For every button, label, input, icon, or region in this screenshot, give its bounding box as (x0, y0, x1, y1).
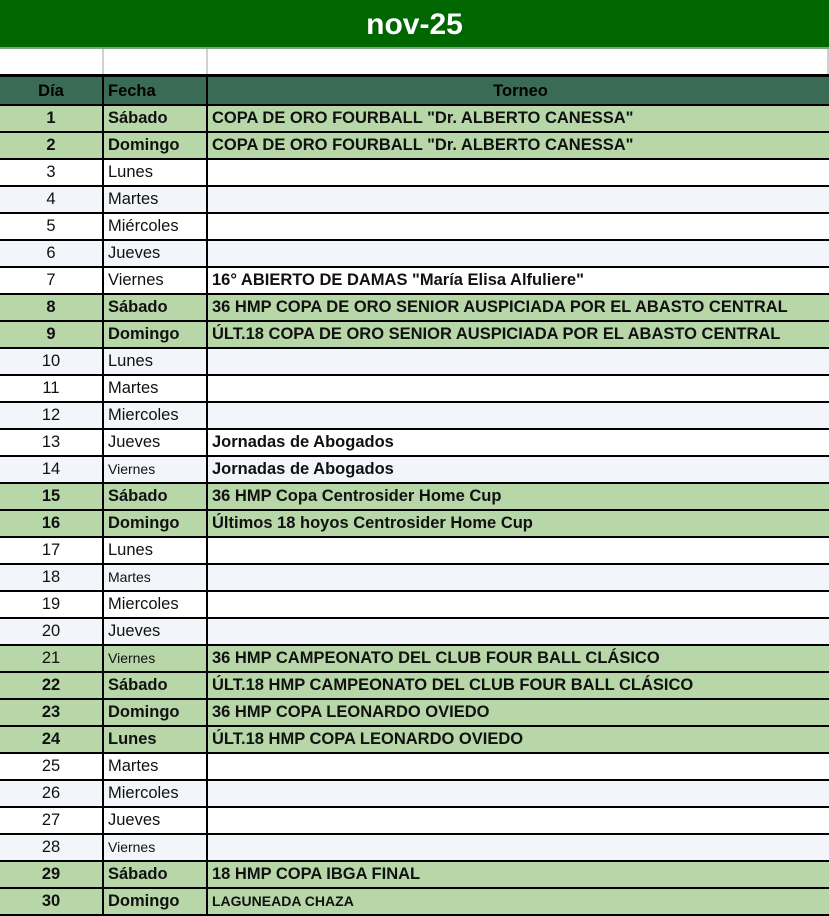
day-number-cell[interactable]: 7 (0, 268, 104, 293)
tournament-cell[interactable] (208, 565, 829, 590)
day-number-cell[interactable]: 30 (0, 889, 104, 914)
header-row (0, 77, 829, 106)
table-row (0, 673, 829, 700)
day-number-cell[interactable]: 11 (0, 376, 104, 401)
tournament-cell[interactable] (208, 538, 829, 563)
day-number-cell[interactable]: 8 (0, 295, 104, 320)
tournament-cell[interactable] (208, 349, 829, 374)
tournament-cell[interactable]: COPA DE ORO FOURBALL "Dr. ALBERTO CANESSA" (212, 136, 634, 154)
day-name-cell[interactable]: Martes (104, 187, 208, 212)
day-number-cell[interactable]: 4 (0, 187, 104, 212)
day-name-cell[interactable]: Sábado (104, 106, 208, 131)
table-row (0, 241, 829, 268)
day-number-cell[interactable]: 19 (0, 592, 104, 617)
empty-row (0, 49, 829, 77)
table-row (0, 133, 829, 160)
tournament-cell[interactable]: Jornadas de Abogados (212, 460, 394, 478)
day-number-cell[interactable]: 12 (0, 403, 104, 428)
day-name-cell[interactable]: Jueves (104, 808, 208, 833)
tournament-cell[interactable] (208, 754, 829, 779)
table-row (0, 538, 829, 565)
day-name-cell[interactable]: Domingo (104, 322, 208, 347)
table-row (0, 322, 829, 349)
day-number-cell[interactable]: 2 (0, 133, 104, 158)
tournament-cell[interactable]: LAGUNEADA CHAZA (212, 893, 354, 909)
day-name-cell[interactable]: Martes (104, 754, 208, 779)
table-row (0, 187, 829, 214)
tournament-cell[interactable] (208, 835, 829, 860)
day-name-cell[interactable]: Miercoles (104, 592, 208, 617)
tournament-cell[interactable] (208, 376, 829, 401)
day-number-cell[interactable]: 25 (0, 754, 104, 779)
tournament-cell[interactable] (208, 808, 829, 833)
tournament-cell[interactable]: Últimos 18 hoyos Centrosider Home Cup (212, 514, 533, 532)
table-row (0, 457, 829, 484)
day-name-cell[interactable]: Viernes (104, 646, 208, 671)
tournament-cell[interactable]: COPA DE ORO FOURBALL "Dr. ALBERTO CANESSA" (212, 109, 634, 127)
tournament-cell[interactable] (208, 187, 829, 212)
empty-cell[interactable] (208, 49, 829, 74)
day-number-cell[interactable]: 28 (0, 835, 104, 860)
day-number-cell[interactable]: 10 (0, 349, 104, 374)
day-name-cell[interactable]: Martes (104, 565, 208, 590)
day-name-cell[interactable]: Lunes (104, 727, 208, 752)
day-number-cell[interactable]: 1 (0, 106, 104, 131)
day-name-cell[interactable]: Domingo (104, 511, 208, 536)
table-row (0, 268, 829, 295)
table-row (0, 727, 829, 754)
day-name-cell[interactable]: Lunes (104, 538, 208, 563)
tournament-cell[interactable] (208, 592, 829, 617)
empty-cell[interactable] (0, 49, 104, 74)
day-number-cell[interactable]: 20 (0, 619, 104, 644)
day-number-cell[interactable]: 23 (0, 700, 104, 725)
day-name-cell[interactable]: Martes (104, 376, 208, 401)
table-row (0, 214, 829, 241)
day-name-cell[interactable]: Miercoles (104, 403, 208, 428)
table-row (0, 349, 829, 376)
header-fecha[interactable]: Fecha (104, 77, 208, 104)
tournament-cell[interactable] (208, 403, 829, 428)
tournament-cell[interactable] (208, 160, 829, 185)
header-dia[interactable]: Día (0, 77, 104, 104)
table-row (0, 592, 829, 619)
day-number-cell[interactable]: 13 (0, 430, 104, 455)
tournament-cell[interactable]: 36 HMP COPA LEONARDO OVIEDO (212, 703, 490, 721)
day-name-cell[interactable]: Domingo (104, 133, 208, 158)
day-name-cell[interactable]: Sábado (104, 295, 208, 320)
day-name-cell[interactable]: Viernes (104, 457, 208, 482)
table-row (0, 160, 829, 187)
table-row (0, 646, 829, 673)
day-number-cell[interactable]: 29 (0, 862, 104, 887)
tournament-cell[interactable] (208, 781, 829, 806)
tournament-cell[interactable] (208, 241, 829, 266)
tournament-cell[interactable] (208, 214, 829, 239)
table-row (0, 808, 829, 835)
tournament-cell[interactable]: 18 HMP COPA IBGA FINAL (212, 865, 421, 883)
day-number-cell[interactable]: 14 (0, 457, 104, 482)
day-name-cell[interactable]: Sábado (104, 673, 208, 698)
table-row (0, 484, 829, 511)
table-row (0, 862, 829, 889)
day-number-cell[interactable]: 9 (0, 322, 104, 347)
table-row (0, 835, 829, 862)
table-row (0, 781, 829, 808)
table-row (0, 403, 829, 430)
day-name-cell[interactable]: Domingo (104, 700, 208, 725)
table-row (0, 565, 829, 592)
day-number-cell[interactable]: 22 (0, 673, 104, 698)
day-name-cell[interactable]: Miércoles (104, 214, 208, 239)
day-name-cell[interactable]: Domingo (104, 889, 208, 914)
tournament-cell[interactable]: 36 HMP CAMPEONATO DEL CLUB FOUR BALL CLÁSICO (212, 649, 660, 667)
table-body (0, 106, 829, 916)
tournament-cell[interactable]: ÚLT.18 HMP COPA LEONARDO OVIEDO (212, 730, 524, 748)
day-number-cell[interactable]: 6 (0, 241, 104, 266)
table-row (0, 700, 829, 727)
day-name-cell[interactable]: Jueves (104, 241, 208, 266)
day-name-cell[interactable]: Viernes (104, 835, 208, 860)
table-row (0, 754, 829, 781)
tournament-cell[interactable]: ÚLT.18 COPA DE ORO SENIOR AUSPICIADA POR EL ABASTO CENTRAL (212, 325, 781, 343)
day-name-cell[interactable]: Jueves (104, 619, 208, 644)
table-row (0, 511, 829, 538)
day-number-cell[interactable]: 26 (0, 781, 104, 806)
tournament-cell[interactable]: Jornadas de Abogados (212, 433, 394, 451)
day-number-cell[interactable]: 18 (0, 565, 104, 590)
day-number-cell[interactable]: 15 (0, 484, 104, 509)
tournament-cell[interactable]: ÚLT.18 HMP CAMPEONATO DEL CLUB FOUR BALL CLÁSICO (212, 676, 694, 694)
tournament-cell[interactable]: 36 HMP COPA DE ORO SENIOR AUSPICIADA POR EL ABASTO CENTRAL (212, 298, 788, 316)
day-name-cell[interactable]: Sábado (104, 484, 208, 509)
table-row (0, 106, 829, 133)
day-number-cell[interactable]: 16 (0, 511, 104, 536)
day-name-cell[interactable]: Jueves (104, 430, 208, 455)
table-row (0, 430, 829, 457)
day-number-cell[interactable]: 5 (0, 214, 104, 239)
day-name-cell[interactable]: Miercoles (104, 781, 208, 806)
table-row (0, 619, 829, 646)
day-name-cell[interactable]: Lunes (104, 349, 208, 374)
day-number-cell[interactable]: 24 (0, 727, 104, 752)
day-name-cell[interactable]: Lunes (104, 160, 208, 185)
header-torneo[interactable]: Torneo (493, 82, 548, 100)
day-number-cell[interactable]: 27 (0, 808, 104, 833)
day-number-cell[interactable]: 17 (0, 538, 104, 563)
table-row (0, 889, 829, 916)
day-name-cell[interactable]: Sábado (104, 862, 208, 887)
tournament-cell[interactable]: 36 HMP Copa Centrosider Home Cup (212, 487, 502, 505)
table-row (0, 376, 829, 403)
empty-cell[interactable] (104, 49, 208, 74)
sheet-title: nov-25 (0, 0, 829, 49)
table-row (0, 295, 829, 322)
tournament-cell[interactable]: 16° ABIERTO DE DAMAS "María Elisa Alfuliere" (212, 271, 584, 289)
tournament-cell[interactable] (208, 619, 829, 644)
day-number-cell[interactable]: 3 (0, 160, 104, 185)
day-name-cell[interactable]: Viernes (104, 268, 208, 293)
day-number-cell[interactable]: 21 (0, 646, 104, 671)
